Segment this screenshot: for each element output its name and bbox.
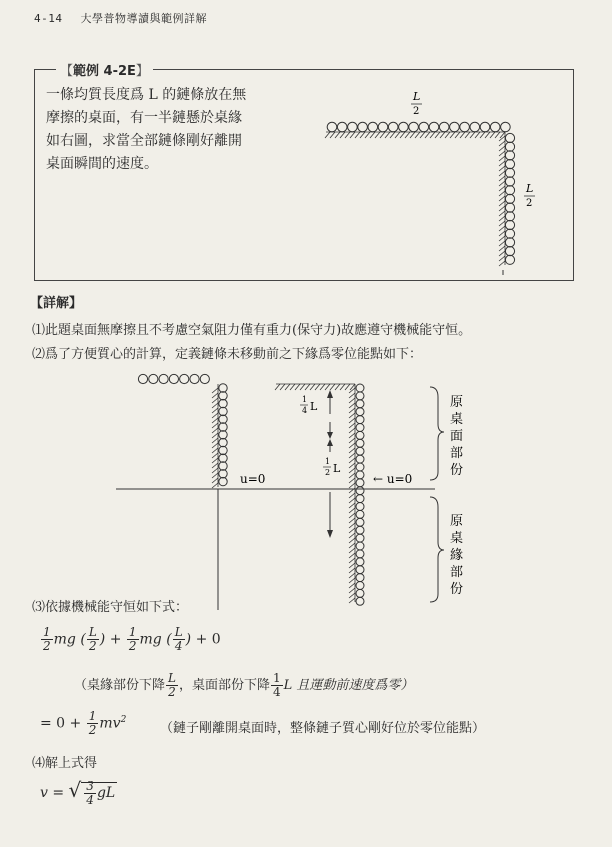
chain-bead [219, 477, 227, 485]
chain-bead [388, 122, 398, 132]
table-edge [349, 384, 355, 603]
final-result: v = √ $\frac{3}{4}$ gL [40, 778, 116, 807]
solution-step-2: ⑵爲了方便質心的計算，定義鏈條未移動前之下緣爲零位能點如下： [32, 347, 423, 362]
svg-text:原: 原 [450, 514, 464, 529]
svg-text:份: 份 [450, 463, 464, 478]
chain-bead [190, 374, 199, 383]
table-edge [499, 132, 505, 266]
chain-bead [169, 374, 178, 383]
kinetic-equation: = 0 + $\frac{1}{2}$ $mv^2$ [40, 709, 127, 737]
svg-text:原: 原 [450, 395, 464, 410]
chain-bead [505, 133, 514, 142]
chain-bead [356, 384, 364, 392]
chain-bead [358, 122, 368, 132]
chain-bead [505, 142, 514, 151]
chain-bead [356, 582, 364, 590]
page-number: 4-14 [34, 12, 63, 25]
chain-bead [409, 122, 419, 132]
chain-bead [439, 122, 449, 132]
chain-bead [505, 186, 514, 195]
chain-bead [356, 392, 364, 400]
chain-bead [138, 374, 147, 383]
chain-bead [219, 415, 227, 423]
svg-text:1: 1 [302, 395, 308, 404]
chain-bead [219, 462, 227, 470]
label-original-edge-part [450, 514, 463, 597]
svg-text:面: 面 [450, 429, 464, 444]
chain-bead [356, 526, 364, 534]
chain-bead [219, 431, 227, 439]
chain-bead [505, 177, 514, 186]
chain-bead [356, 439, 364, 447]
chain-bead [356, 431, 364, 439]
chain-bead [219, 438, 227, 446]
example-label: 【範例 4-2E】 [56, 60, 153, 79]
chain-bead [490, 122, 500, 132]
chain-bead [378, 122, 388, 132]
energy-reference-figure [100, 362, 480, 610]
chain-bead [429, 122, 439, 132]
chain-bead [356, 503, 364, 511]
chain-bead [356, 550, 364, 558]
page-header [34, 10, 207, 26]
problem-line: 摩擦的桌面，有一半鏈懸於桌緣 [46, 110, 242, 126]
chain-bead [356, 424, 364, 432]
svg-text:份: 份 [450, 582, 464, 597]
chain-bead [450, 122, 460, 132]
chain-bead [419, 122, 429, 132]
chain-bead [470, 122, 480, 132]
chain-bead [356, 574, 364, 582]
svg-text:4: 4 [302, 406, 308, 415]
chain-bead [348, 122, 358, 132]
chain-bead [327, 122, 337, 132]
chain-bead [356, 542, 364, 550]
chain-bead [501, 122, 511, 132]
chain-bead [180, 374, 189, 383]
chain-bead [356, 463, 364, 471]
chain-bead [356, 487, 364, 495]
chain-bead [356, 566, 364, 574]
energy-equation: $\frac{1}{2}$ mg ( $\frac{L}{2}$ ) + $\frac{1}{2}$ mg ( $\frac{L}{4}$ ) + 0 [43, 625, 221, 653]
zero-potential-label-left: u=0 [240, 472, 266, 486]
fig-label-2-side: 2 [526, 198, 533, 209]
book-title: 大學普物導讀與範例詳解 [80, 12, 207, 25]
chain-bead [505, 203, 514, 212]
chain-bead [356, 495, 364, 503]
chain-bead [356, 510, 364, 518]
equation-note-1: （桌緣部份下降 $\frac{L}{2}$ ，桌面部份下降 $\frac{1}{4}$ L 且運動前速度爲零） [74, 671, 414, 699]
chain-bead [505, 220, 514, 229]
chain-bead [505, 255, 514, 264]
chain-bead [356, 597, 364, 605]
chain-bead [399, 122, 409, 132]
svg-text:緣: 緣 [450, 548, 464, 563]
chain-bead [356, 558, 364, 566]
chain-bead [505, 194, 514, 203]
fig-label-L-side: L [526, 182, 534, 195]
chain-bead [219, 470, 227, 478]
solution-heading: 【詳解】 [30, 296, 83, 311]
svg-text:桌: 桌 [450, 531, 464, 546]
chain-bead [505, 168, 514, 177]
chain-figure [300, 80, 570, 280]
solution-step-1: ⑴此題桌面無摩擦且不考慮空氣阻力僅有重力(保守力)故應遵守機械能守恒。 [32, 323, 472, 338]
chain-bead [149, 374, 158, 383]
zero-potential-label-right: ← u=0 [373, 472, 413, 486]
table-surface [325, 132, 505, 138]
svg-text:1: 1 [325, 457, 331, 466]
chain-bead [219, 399, 227, 407]
svg-text:桌: 桌 [450, 412, 464, 427]
chain-bead [356, 471, 364, 479]
fig-label-L-top: L [413, 90, 421, 103]
chain-bead [505, 247, 514, 256]
fig-label-2-top: 2 [413, 106, 420, 117]
chain-bead [219, 384, 227, 392]
chain-bead [159, 374, 168, 383]
solution-step-3: ⑶依據機械能守恒如下式： [32, 600, 189, 615]
chain-bead [356, 400, 364, 408]
problem-text [46, 84, 286, 176]
half-L-label: L [333, 462, 341, 475]
table-edge [212, 384, 218, 488]
chain-beads [325, 122, 515, 275]
chain-bead [368, 122, 378, 132]
chain-bead [200, 374, 209, 383]
chain-bead [356, 589, 364, 597]
chain-bead [505, 212, 514, 221]
chain-bead [356, 534, 364, 542]
svg-text:部: 部 [450, 446, 464, 461]
chain-bead [480, 122, 490, 132]
chain-bead [356, 416, 364, 424]
solution-step-4: ⑷解上式得 [32, 756, 98, 771]
chain-bead [356, 455, 364, 463]
quarter-L-label: L [310, 400, 318, 413]
chain-bead [219, 454, 227, 462]
chain-bead [337, 122, 347, 132]
chain-bead [505, 229, 514, 238]
chain-bead [505, 238, 514, 247]
chain-bead [356, 447, 364, 455]
chain-bead [505, 151, 514, 160]
chain-bead [219, 423, 227, 431]
svg-text:部: 部 [450, 565, 464, 580]
equation-note-2: （鏈子剛離開桌面時，整條鏈子質心剛好位於零位能點） [160, 721, 486, 736]
chain-bead [219, 407, 227, 415]
chain-bead [460, 122, 470, 132]
problem-line: 一條均質長度爲 L 的鏈條放在無 [46, 87, 247, 103]
chain-bead [219, 446, 227, 454]
table-surface [275, 384, 355, 390]
chain-bead [356, 479, 364, 487]
problem-line: 如右圖，求當全部鏈條剛好離開 [46, 133, 242, 149]
chain-bead [219, 392, 227, 400]
svg-text:2: 2 [325, 468, 331, 477]
problem-line: 桌面瞬間的速度。 [46, 156, 158, 172]
chain-bead [356, 408, 364, 416]
label-original-table-part [450, 395, 463, 478]
chain-bead [356, 518, 364, 526]
chain-bead [505, 160, 514, 169]
